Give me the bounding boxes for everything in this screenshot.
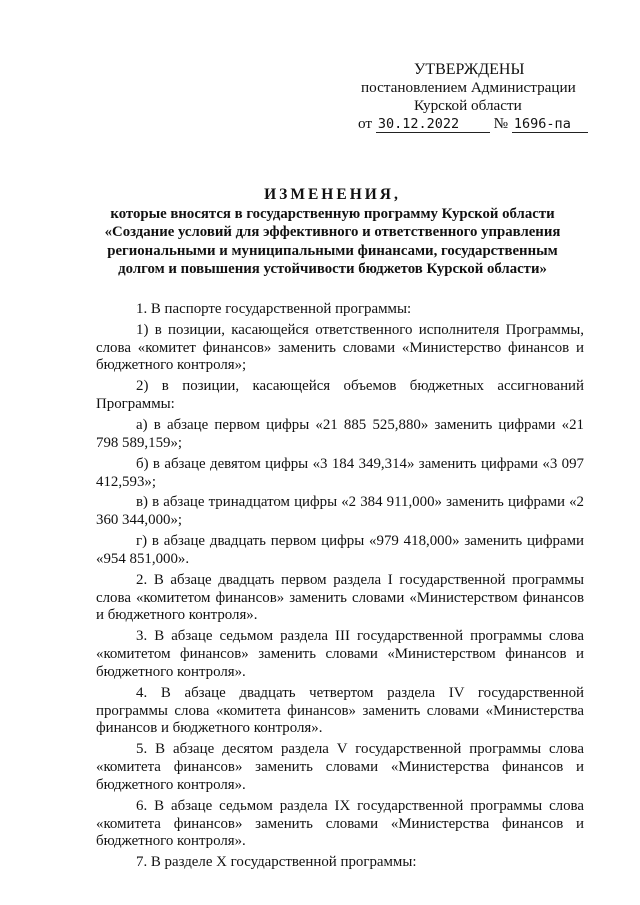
document-body bbox=[96, 301, 584, 875]
paragraph: 2. В абзаце двадцать первом раздела I государственной программы слова «комитетом финансов» заменить словами «Министерством финансов и бюджетного контроля». bbox=[96, 571, 584, 624]
heading-line: «Создание условий для эффективного и ответственного управления bbox=[104, 224, 561, 241]
approval-date-number bbox=[358, 115, 598, 133]
approval-number: 1696-па bbox=[512, 117, 588, 133]
paragraph: г) в абзаце двадцать первом цифры «979 418,000» заменить цифрами «954 851,000». bbox=[96, 533, 584, 567]
paragraph: 3. В абзаце седьмом раздела III государственной программы слова «комитетом финансов» заменить словами «Министерством финансов и бюджетного контроля». bbox=[96, 628, 584, 680]
approval-date: 30.12.2022 bbox=[376, 117, 490, 133]
paragraph: в) в абзаце тринадцатом цифры «2 384 911,000» заменить цифрами «2 360 344,000»; bbox=[96, 494, 584, 529]
paragraph: 7. В разделе X государственной программы: bbox=[136, 854, 417, 871]
heading-line: которые вносятся в государственную программу Курской области bbox=[110, 205, 555, 222]
heading-line: долгом и повышения устойчивости бюджетов Курской области» bbox=[118, 261, 547, 278]
number-prefix: № bbox=[493, 115, 509, 132]
paragraph: 5. В абзаце десятом раздела V государственной программы слова «комитета финансов» заменить словами «Министерства финансов и бюджетного контроля». bbox=[96, 741, 584, 793]
date-prefix: от bbox=[358, 115, 373, 132]
document-heading bbox=[95, 186, 570, 279]
paragraph: 4. В абзаце двадцать четвертом раздела IV государственной программы слова «комитета финансов» заменить словами «Министерства финансов и бюджетного контроля». bbox=[96, 684, 584, 737]
approval-title: УТВЕРЖДЕНЫ bbox=[414, 61, 525, 78]
paragraph: б) в абзаце девятом цифры «3 184 349,314» заменить цифрами «3 097 412,593»; bbox=[96, 455, 584, 490]
approval-region: Курской области bbox=[414, 97, 522, 114]
paragraph: 1. В паспорте государственной программы: bbox=[136, 301, 412, 317]
paragraph: 6. В абзаце седьмом раздела IX государственной программы слова «комитета финансов» заменить словами «Министерства финансов и бюджетного контроля». bbox=[96, 797, 584, 850]
paragraph: а) в абзаце первом цифры «21 885 525,880» заменить цифрами «21 798 589,159»; bbox=[96, 417, 584, 451]
heading-line: региональными и муниципальными финансами, государственным bbox=[107, 242, 558, 259]
heading-title: ИЗМЕНЕНИЯ, bbox=[264, 186, 401, 203]
paragraph: 1) в позиции, касающейся ответственного исполнителя Программы, слова «комитет финансов» заменить словами «Министерство финансов и бюджетного контроля»; bbox=[96, 321, 584, 374]
approval-stamp bbox=[358, 61, 598, 133]
paragraph: 2) в позиции, касающейся объемов бюджетных ассигнований Программы: bbox=[96, 378, 584, 413]
approval-authority: постановлением Администрации bbox=[361, 79, 576, 96]
